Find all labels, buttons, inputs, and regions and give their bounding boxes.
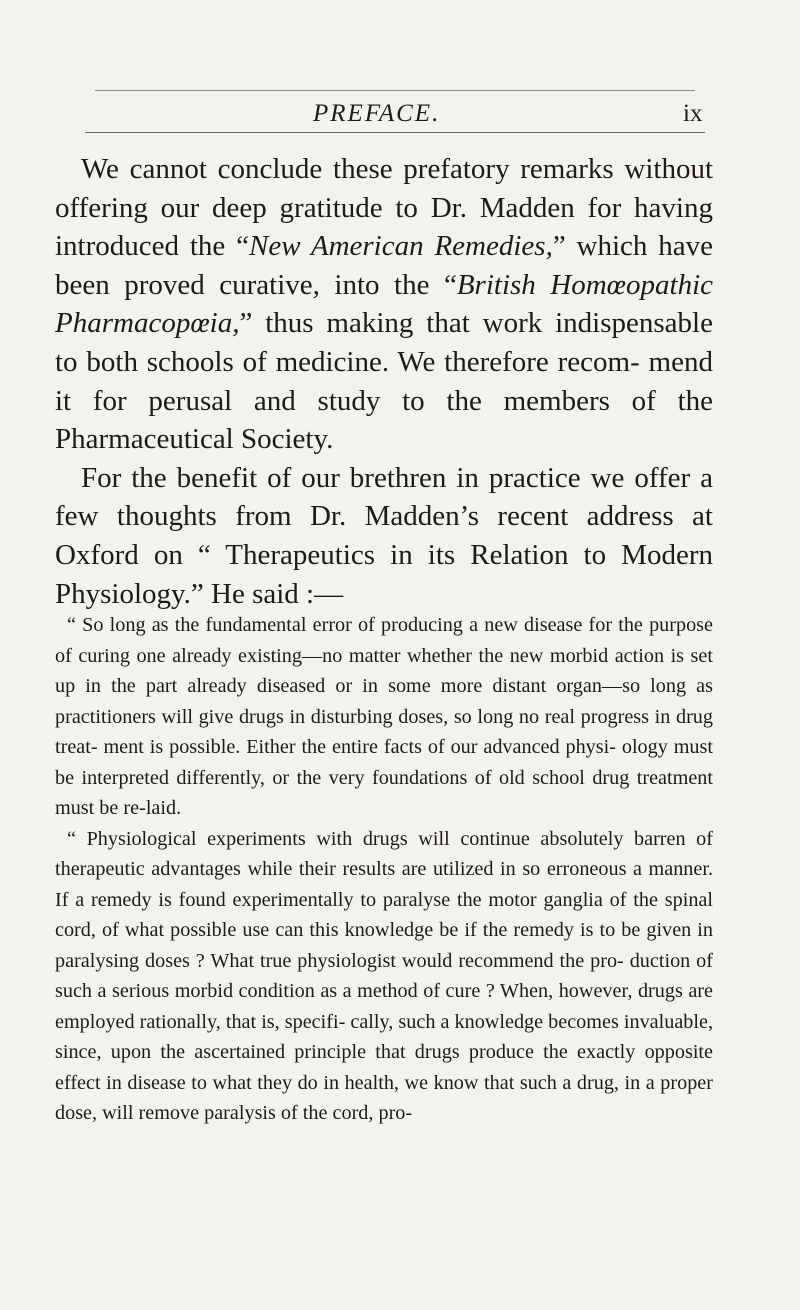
running-head: PREFACE. [313,100,441,127]
page-number: ix [683,100,703,127]
header-rule-top [95,90,695,91]
paragraph-address-intro: For the benefit of our brethren in practice we offer a few thoughts from Dr. Madden’s recent address at Oxford on “ Therapeutics in its Relation to Modern Physiology.” He said :— [55,461,713,610]
quote-paragraph-2: “ Physiological experiments with drugs will continue absolutely barren of therapeutic advantages while their results are utilized in so erroneous a manner. If a remedy is found experimentally to paralyse the motor ganglia of the spinal cord, of what possible use can this knowledge be if the remedy is to be given in paralysing doses ? What true physiologist would recommend the pro- duction of such a serious morbid condition as a method of cure ? When, however, drugs are employed rationally, that is, specifi- cally, such a knowledge becomes invaluable, since, upon the ascertained principle that drugs produce the exactly opposite effect in disease to what they do in health, we know that such a drug, in a proper dose, will remove paralysis of the cord, pro- [55,827,713,1124]
quoted-address [55,610,713,1129]
book-title-british-pharmacopoeia: British Homœopathic Pharmacopœia, [55,268,713,340]
quote-paragraph-1: “ So long as the fundamental error of producing a new disease for the purpose of curing one already existing—no matter whether the new morbid action is set up in the part already diseased or in some more distant organ—so long as practitioners will give drugs in disturbing doses, so long no real progress in drug treat- ment is possible. Either the entire facts of our advanced physi- ology must be interpreted differently, or the very foundations of old school drug treatment must be re-laid. [55,614,713,819]
paragraph-gratitude: We cannot conclude these prefatory remarks without offering our deep gratitude to Dr. Madden for having introduced the “New American Remedies,” which have been proved curative, into the “British Homœopathic Pharmacopœia,” thus making that work indispensable to both schools of medicine. We therefore recom- mend it for perusal and study to the members of the Pharmaceutical Society. [55,153,713,456]
preface-body [55,150,713,613]
header-rule-bottom [85,132,705,133]
book-title-new-american-remedies: New American Remedies, [249,230,553,263]
page-header [95,92,715,132]
